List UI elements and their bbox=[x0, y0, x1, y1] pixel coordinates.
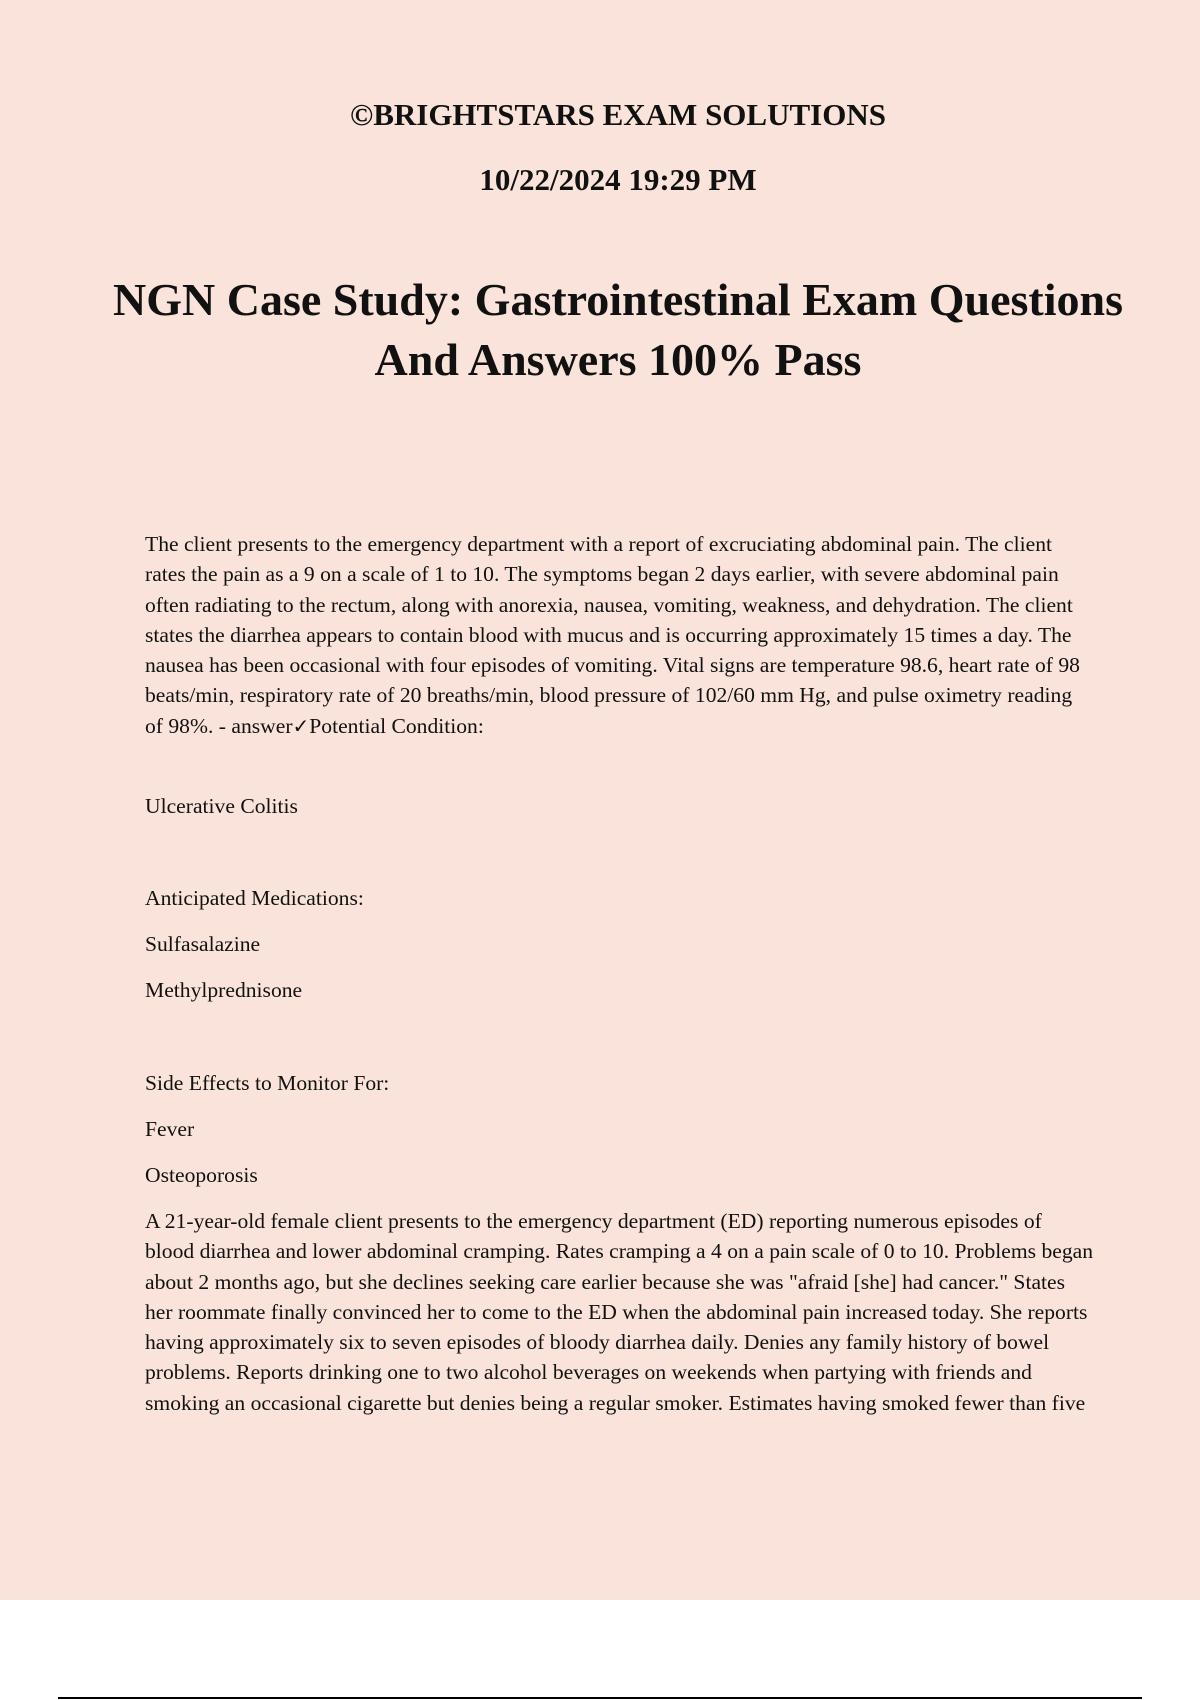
potential-condition: Ulcerative Colitis bbox=[145, 794, 298, 818]
question-2-paragraph: A 21-year-old female client presents to the emergency department (ED) reporting numerous episodes of blood diarrhea and lower abdominal cramping. Rates cramping a 4 on a pain scale of 0 to 10. Problems began about 2 months ago, but she declines seeking care earlier because she was "afraid [she] had cancer." States her roommate finally convinced her to come to the ED when the abdominal pain increased today. She reports having approximately six to seven episodes of bloody diarrhea daily. Denies any family history of bowel problems. Reports drinking one to two alcohol beverages on weekends when partying with friends and smoking an occasional cigarette but denies being a regular smoker. Estimates having smoked fewer than five bbox=[145, 1209, 1094, 1415]
question-1-text: The client presents to the emergency department with a report of excruciating abdominal pain. The client rates the pain as a 9 on a scale of 1 to 10. The symptoms began 2 days earlier, with severe abdominal pain often radiating to the rectum, along with anorexia, nausea, vomiting, weakness, and dehydration. The client states the diarrhea appears to contain blood with mucus and is occurring approximately 15 times a day. The nausea has been occasional with four episodes of vomiting. Vital signs are temperature 98.6, heart rate of 98 beats/min, respiratory rate of 20 breaths/min, blood pressure of 102/60 mm Hg, and pulse oximetry reading of 98%. - bbox=[145, 532, 1080, 738]
medications-heading: Anticipated Medications: bbox=[145, 886, 364, 910]
side-effect-item: Osteoporosis bbox=[145, 1163, 258, 1187]
answer-heading: Potential Condition: bbox=[309, 713, 484, 738]
footer-divider bbox=[58, 1697, 1142, 1699]
medication-item: Sulfasalazine bbox=[145, 932, 261, 956]
medication-item: Methylprednisone bbox=[145, 978, 303, 1002]
side-effects-heading: Side Effects to Monitor For: bbox=[145, 1071, 390, 1095]
side-effect-item: Fever bbox=[145, 1117, 195, 1141]
check-mark-icon: ✓ bbox=[292, 713, 310, 738]
timestamp: 10/22/2024 19:29 PM bbox=[479, 162, 757, 197]
question-1-paragraph bbox=[145, 529, 1095, 741]
document-title: NGN Case Study: Gastrointestinal Exam Questions And Answers 100% Pass bbox=[113, 274, 1123, 385]
brand-header: ©BRIGHTSTARS EXAM SOLUTIONS bbox=[350, 97, 886, 132]
answer-prefix: answer bbox=[231, 713, 293, 738]
